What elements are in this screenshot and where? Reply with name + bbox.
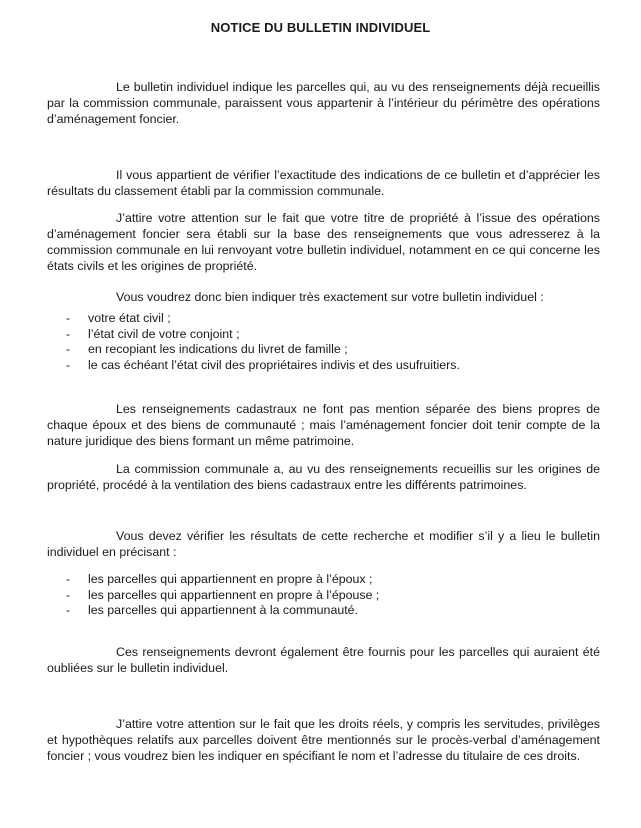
list-item: - les parcelles qui appartiennent en propre à l’époux ; xyxy=(66,572,373,586)
paragraph-intro: Le bulletin individuel indique les parcelles qui, au vu des renseignements déjà recueillis par la commission communale, paraissent vous appartenir à l’intérieur du périmètre des opérations d’aménagement foncier. xyxy=(47,80,600,126)
paragraph-commission: La commission communale a, au vu des renseignements recueillis sur les origines de propriété, procédé à la ventilation des biens cadastraux entre les différents patrimoines. xyxy=(47,462,600,492)
paragraph-verify: Il vous appartient de vérifier l’exactitude des indications de ce bulletin et d’apprécier les résultats du classement établi par la commission communale. xyxy=(47,168,600,198)
list-item: - les parcelles qui appartiennent en propre à l’épouse ; xyxy=(66,587,380,602)
paragraph-real-rights: J’attire votre attention sur le fait que les droits réels, y compris les servitudes, privilèges et hypothèques relatifs aux parcelles doivent être mentionnés sur le procès-verbal d’aménagement foncier ; vous voudrez bien les indiquer en spécifiant le nom et l’adresse du titulaire de ces droits. xyxy=(47,717,600,763)
paragraph-forgotten-parcels: Ces renseignements devront également être fournis pour les parcelles qui auraient été oubliées sur le bulletin individuel. xyxy=(47,645,600,675)
list-item: - le cas échéant l’état civil des propriétaires indivis et des usufruitiers. xyxy=(66,357,460,372)
paragraph-cadastral: Les renseignements cadastraux ne font pas mention séparée des biens propres de chaque époux et des biens de communauté ; mais l’aménagement foncier doit tenir compte de la nature juridique des biens formant un même patrimoine. xyxy=(47,402,600,448)
list-item: - les parcelles qui appartiennent à la communauté. xyxy=(66,603,359,617)
paragraph-check-results: Vous devez vérifier les résultats de cette recherche et modifier s’il y a lieu le bulletin individuel en précisant : xyxy=(47,529,600,559)
list-item: - l’état civil de votre conjoint ; xyxy=(66,326,240,341)
document-title: NOTICE DU BULLETIN INDIVIDUEL xyxy=(210,20,431,35)
civil-status-list xyxy=(47,311,600,373)
list-item: - votre état civil ; xyxy=(66,311,171,325)
paragraph-indicate: Vous voudrez donc bien indiquer très exactement sur votre bulletin individuel : xyxy=(116,290,544,304)
parcel-ownership-list xyxy=(47,572,600,619)
paragraph-title-property: J’attire votre attention sur le fait que votre titre de propriété à l’issue des opérations d’aménagement foncier sera établi sur la base des renseignements que vous adresserez à la commission communale en lui renvoyant votre bulletin individuel, notamment en ce qui concerne les états civils et les origines de propriété. xyxy=(47,211,600,273)
list-item: - en recopiant les indications du livret de famille ; xyxy=(66,342,348,356)
